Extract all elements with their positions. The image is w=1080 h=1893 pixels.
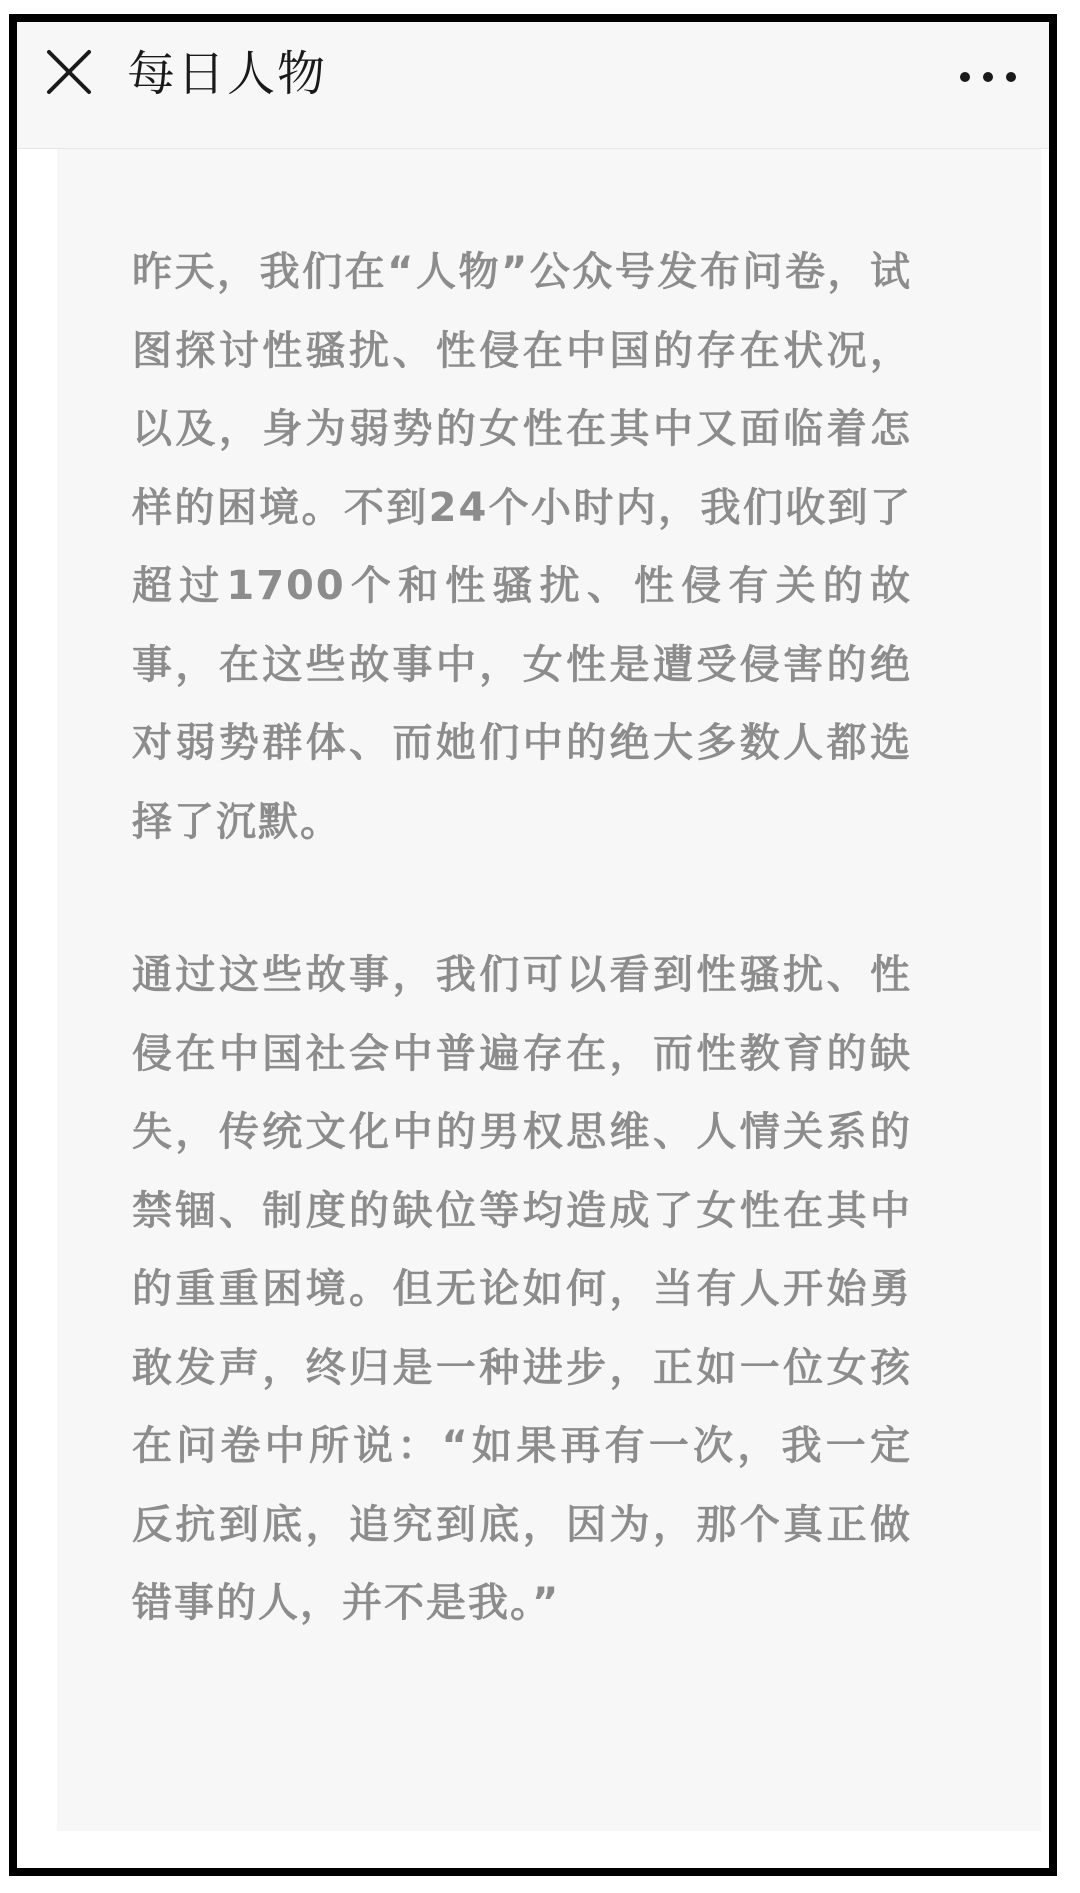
article-paragraph-2: 通过这些故事，我们可以看到性骚扰、性侵在中国社会中普遍存在，而性教育的缺失，传统文化中的男权思维、人情关系的禁锢、制度的缺位等均造成了女性在其中的重重困境。但无论如何，当有人开始勇敢发声，终归是一种进步，正如一位女孩在问卷中所说：“如果再有一次，我一定反抗到底，追究到底，因为，那个真正做错事的人，并不是我。” <box>132 952 912 1626</box>
screenshot-frame <box>9 14 1057 1876</box>
top-navigation-bar <box>17 22 1049 149</box>
close-button[interactable] <box>43 46 99 102</box>
close-icon <box>43 46 99 102</box>
more-options-button[interactable] <box>955 62 1021 92</box>
page-title: 每日人物 <box>127 46 328 102</box>
more-horizontal-icon <box>955 62 1021 92</box>
article-paragraph-1: 昨天，我们在“人物”公众号发布问卷，试图探讨性骚扰、性侵在中国的存在状况，以及，身为弱势的女性在其中又面临着怎样的困境。不到24个小时内，我们收到了超过1700个和性骚扰、性侵有关的故事，在这些故事中，女性是遭受侵害的绝对弱势群体、而她们中的绝大多数人都选择了沉默。 <box>132 249 912 845</box>
